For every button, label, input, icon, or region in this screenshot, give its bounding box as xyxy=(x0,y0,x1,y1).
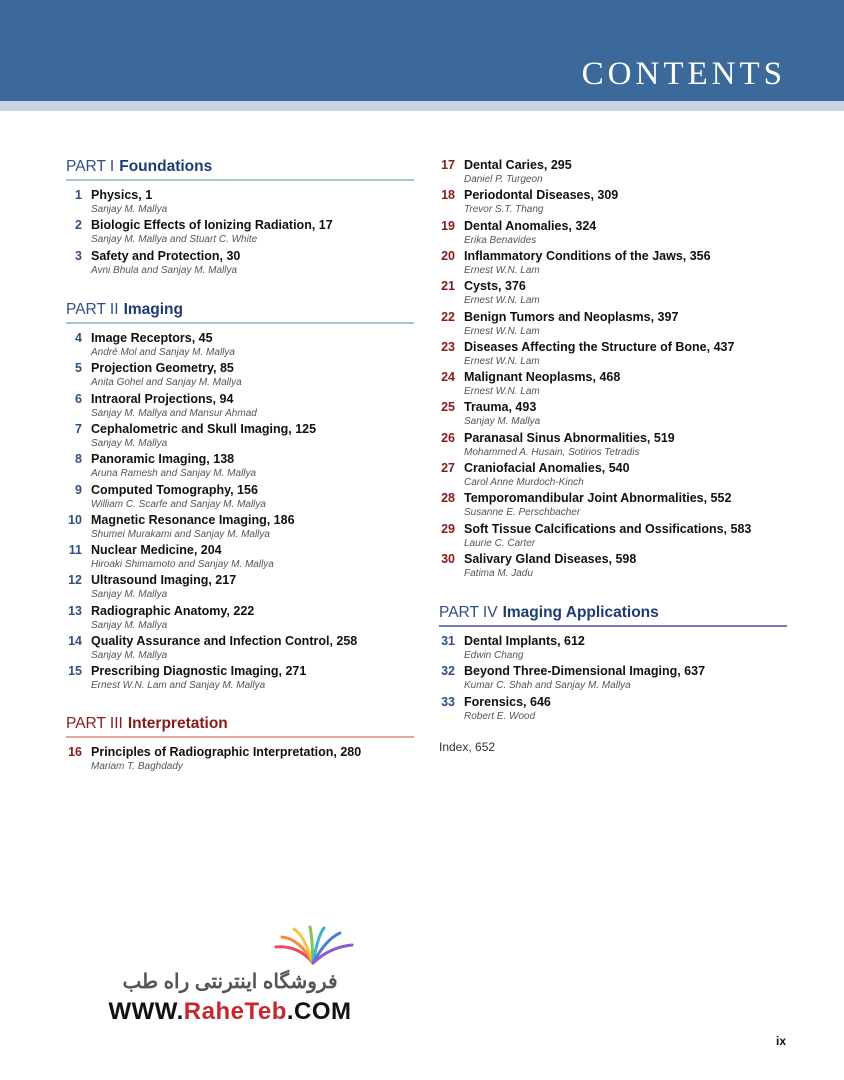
chapter-title: Temporomandibular Joint Abnormalities, 552 xyxy=(464,491,732,506)
chapter-title: Cysts, 376 xyxy=(464,279,526,294)
chapter-number: 12 xyxy=(68,573,82,588)
chapter-number: 31 xyxy=(441,634,455,648)
chapter-title: Craniofacial Anomalies, 540 xyxy=(464,461,630,475)
chapter-entry xyxy=(66,483,414,513)
chapter-number: 8 xyxy=(75,452,82,467)
chapter-entry xyxy=(66,604,414,634)
chapter-number: 30 xyxy=(441,551,455,566)
part-number: PART I xyxy=(66,158,115,175)
chapter-author: Aruna Ramesh and Sanjay M. Mallya xyxy=(91,468,257,480)
chapter-entry xyxy=(66,634,414,664)
watermark-brand: RaheTeb xyxy=(183,998,287,1025)
chapter-author: Sanjay M. Mallya and Mansur Ahmad xyxy=(91,407,257,419)
chapter-entry xyxy=(439,431,787,461)
chapter-title: Soft Tissue Calcifications and Ossifications, 583 xyxy=(464,521,752,536)
chapter-title: Projection Geometry, 85 xyxy=(91,361,234,376)
chapter-number: 19 xyxy=(441,218,455,233)
chapter-number: 22 xyxy=(441,309,455,324)
chapter-number: 2 xyxy=(75,218,82,233)
watermark-site xyxy=(100,998,360,1026)
chapter-entry xyxy=(439,279,787,309)
chapter-author: Sanjay M. Mallya xyxy=(91,619,168,631)
chapter-title: Salivary Gland Diseases, 598 xyxy=(464,551,637,566)
chapter-author: Sanjay M. Mallya and Stuart C. White xyxy=(91,234,258,246)
chapter-entry xyxy=(66,745,414,775)
chapter-entry xyxy=(66,452,414,482)
chapter-title: Inflammatory Conditions of the Jaws, 356 xyxy=(464,248,711,263)
chapter-number: 23 xyxy=(441,339,455,354)
chapter-author: Anita Gohel and Sanjay M. Mallya xyxy=(91,377,242,389)
chapter-title: Dental Anomalies, 324 xyxy=(464,218,597,233)
chapter-title: Ultrasound Imaging, 217 xyxy=(91,573,237,588)
chapter-number: 18 xyxy=(441,188,455,203)
chapter-author: Sanjay M. Mallya xyxy=(91,437,168,449)
chapter-number: 33 xyxy=(441,694,455,709)
chapter-entry xyxy=(66,188,414,218)
chapter-entry xyxy=(66,249,414,279)
part-heading-text xyxy=(439,604,787,622)
part-number: PART III xyxy=(66,715,123,732)
chapter-title: Trauma, 493 xyxy=(464,400,537,415)
chapter-author: Fatima M. Jadu xyxy=(464,567,533,579)
part-title: Imaging Applications xyxy=(502,604,659,621)
chapter-entry xyxy=(439,491,787,521)
chapter-entry xyxy=(66,218,414,248)
part-heading xyxy=(66,715,414,737)
chapter-author: Erika Benavides xyxy=(464,234,537,246)
chapter-entry xyxy=(66,392,414,422)
chapter-entry xyxy=(439,400,787,430)
chapter-number: 28 xyxy=(441,491,455,506)
watermark-persian-text: فروشگاه اینترنتی راه طب xyxy=(122,971,338,993)
chapter-author: Ernest W.N. Lam xyxy=(464,355,540,367)
chapter-entry xyxy=(439,634,787,664)
chapter-title: Image Receptors, 45 xyxy=(91,331,213,345)
chapter-author: Sanjay M. Mallya xyxy=(464,416,541,428)
part-heading xyxy=(439,604,787,626)
part-number: PART II xyxy=(66,301,119,318)
chapter-number: 3 xyxy=(75,248,82,263)
chapter-entry xyxy=(66,422,414,452)
chapter-title: Malignant Neoplasms, 468 xyxy=(464,370,621,385)
chapter-author: William C. Scarfe and Sanjay M. Mallya xyxy=(91,498,266,510)
chapter-author: Mariam T. Baghdady xyxy=(91,761,183,772)
chapter-number: 20 xyxy=(441,248,455,263)
chapter-author: Susanne E. Perschbacher xyxy=(464,507,581,519)
part-title: Foundations xyxy=(119,158,213,175)
chapter-entry xyxy=(439,188,787,218)
chapter-author: Edwin Chang xyxy=(464,650,524,661)
chapter-title: Prescribing Diagnostic Imaging, 271 xyxy=(91,664,307,679)
chapter-entry xyxy=(439,219,787,249)
chapter-title: Diseases Affecting the Structure of Bone, 437 xyxy=(464,339,735,354)
chapter-title: Nuclear Medicine, 204 xyxy=(91,543,222,558)
chapter-title: Paranasal Sinus Abnormalities, 519 xyxy=(464,430,675,445)
chapter-number: 16 xyxy=(68,745,82,759)
page-title: CONTENTS xyxy=(581,56,786,92)
chapter-title: Computed Tomography, 156 xyxy=(91,482,258,497)
chapter-author: Hiroaki Shimamoto and Sanjay M. Mallya xyxy=(91,559,274,571)
header-stripe xyxy=(0,101,844,111)
chapter-number: 6 xyxy=(75,391,82,406)
chapter-number: 21 xyxy=(441,279,455,294)
chapter-title: Radiographic Anatomy, 222 xyxy=(91,603,255,618)
chapter-author: Ernest W.N. Lam xyxy=(464,264,540,276)
chapter-entry xyxy=(439,695,787,725)
chapter-title: Dental Caries, 295 xyxy=(464,158,572,172)
chapter-number: 13 xyxy=(68,603,82,618)
chapter-entry xyxy=(439,552,787,582)
chapter-entry xyxy=(439,461,787,491)
chapter-number: 15 xyxy=(68,664,82,679)
chapter-number: 17 xyxy=(441,158,455,172)
chapter-author: Ernest W.N. Lam xyxy=(464,295,540,307)
chapter-entry xyxy=(66,513,414,543)
chapter-author: Sanjay M. Mallya xyxy=(91,650,168,661)
chapter-number: 9 xyxy=(75,482,82,497)
part-rule xyxy=(66,179,414,181)
part-heading-text xyxy=(66,158,414,176)
chapter-title: Physics, 1 xyxy=(91,188,153,202)
chapter-title: Dental Implants, 612 xyxy=(464,634,585,648)
chapter-author: Laurie C. Carter xyxy=(464,537,536,549)
chapter-number: 4 xyxy=(75,331,82,345)
part-heading-text xyxy=(66,715,414,733)
chapter-title: Intraoral Projections, 94 xyxy=(91,391,234,406)
chapter-entry xyxy=(66,543,414,573)
part-title: Imaging xyxy=(123,301,183,318)
open-book-icon xyxy=(268,925,358,965)
page-number: ix xyxy=(775,1034,786,1048)
chapter-title: Magnetic Resonance Imaging, 186 xyxy=(91,512,295,527)
chapter-author: Avni Bhula and Sanjay M. Mallya xyxy=(91,264,238,276)
part-rule xyxy=(66,736,414,738)
chapter-author: Ernest W.N. Lam xyxy=(464,325,540,337)
chapter-author: Carol Anne Murdoch-Kinch xyxy=(464,477,584,488)
chapter-entry xyxy=(439,522,787,552)
part-heading xyxy=(66,301,414,323)
watermark-suffix: .COM xyxy=(286,998,352,1025)
part-title: Interpretation xyxy=(127,715,228,732)
chapter-entry xyxy=(439,249,787,279)
chapter-title: Quality Assurance and Infection Control, 258 xyxy=(91,634,358,648)
chapter-number: 29 xyxy=(441,521,455,536)
chapter-entry xyxy=(439,340,787,370)
chapter-title: Biologic Effects of Ionizing Radiation, 17 xyxy=(91,218,333,233)
part-number: PART IV xyxy=(439,604,498,621)
watermark-prefix: WWW. xyxy=(108,998,184,1025)
chapter-title: Beyond Three-Dimensional Imaging, 637 xyxy=(464,664,706,679)
chapter-entry xyxy=(66,664,414,694)
chapter-author: Sanjay M. Mallya xyxy=(91,589,168,601)
chapter-title: Periodontal Diseases, 309 xyxy=(464,188,619,203)
chapter-author: Trevor S.T. Thang xyxy=(464,204,544,216)
part-heading-text xyxy=(66,301,414,319)
chapter-title: Safety and Protection, 30 xyxy=(91,248,241,263)
chapter-author: Robert E. Wood xyxy=(464,710,536,722)
chapter-number: 32 xyxy=(441,664,455,679)
chapter-author: Ernest W.N. Lam xyxy=(464,386,540,398)
part-rule xyxy=(439,625,787,627)
chapter-entry xyxy=(66,573,414,603)
chapter-author: Sanjay M. Mallya xyxy=(91,204,168,215)
chapter-entry xyxy=(439,664,787,694)
chapter-title: Cephalometric and Skull Imaging, 125 xyxy=(91,421,317,436)
chapter-author: Daniel P. Turgeon xyxy=(464,174,543,185)
chapter-number: 10 xyxy=(68,512,82,527)
index-entry: Index, 652 xyxy=(439,740,496,754)
chapter-author: Kumar C. Shah and Sanjay M. Mallya xyxy=(464,680,631,692)
chapter-number: 25 xyxy=(441,400,455,415)
chapter-entry xyxy=(439,370,787,400)
chapter-number: 5 xyxy=(75,361,82,376)
chapter-number: 7 xyxy=(75,421,82,436)
chapter-author: André Mol and Sanjay M. Mallya xyxy=(91,347,235,358)
chapter-entry xyxy=(439,158,787,188)
chapter-title: Forensics, 646 xyxy=(464,694,551,709)
chapter-entry xyxy=(66,331,414,361)
watermark-logo xyxy=(100,925,360,1035)
chapter-entry xyxy=(439,310,787,340)
chapter-author: Ernest W.N. Lam and Sanjay M. Mallya xyxy=(91,680,266,692)
chapter-number: 26 xyxy=(441,430,455,445)
chapter-title: Benign Tumors and Neoplasms, 397 xyxy=(464,309,679,324)
chapter-number: 27 xyxy=(441,461,455,475)
chapter-author: Mohammed A. Husain, Sotirios Tetradis xyxy=(464,446,640,458)
chapter-number: 24 xyxy=(441,370,455,385)
chapter-author: Shumei Murakami and Sanjay M. Mallya xyxy=(91,528,270,540)
chapter-number: 1 xyxy=(75,188,82,202)
chapter-number: 14 xyxy=(68,634,82,648)
chapter-title: Panoramic Imaging, 138 xyxy=(91,452,235,467)
chapter-title: Principles of Radiographic Interpretation, 280 xyxy=(91,745,362,759)
chapter-entry xyxy=(66,361,414,391)
chapter-number: 11 xyxy=(68,543,82,558)
part-rule xyxy=(66,322,414,324)
part-heading xyxy=(66,158,414,180)
